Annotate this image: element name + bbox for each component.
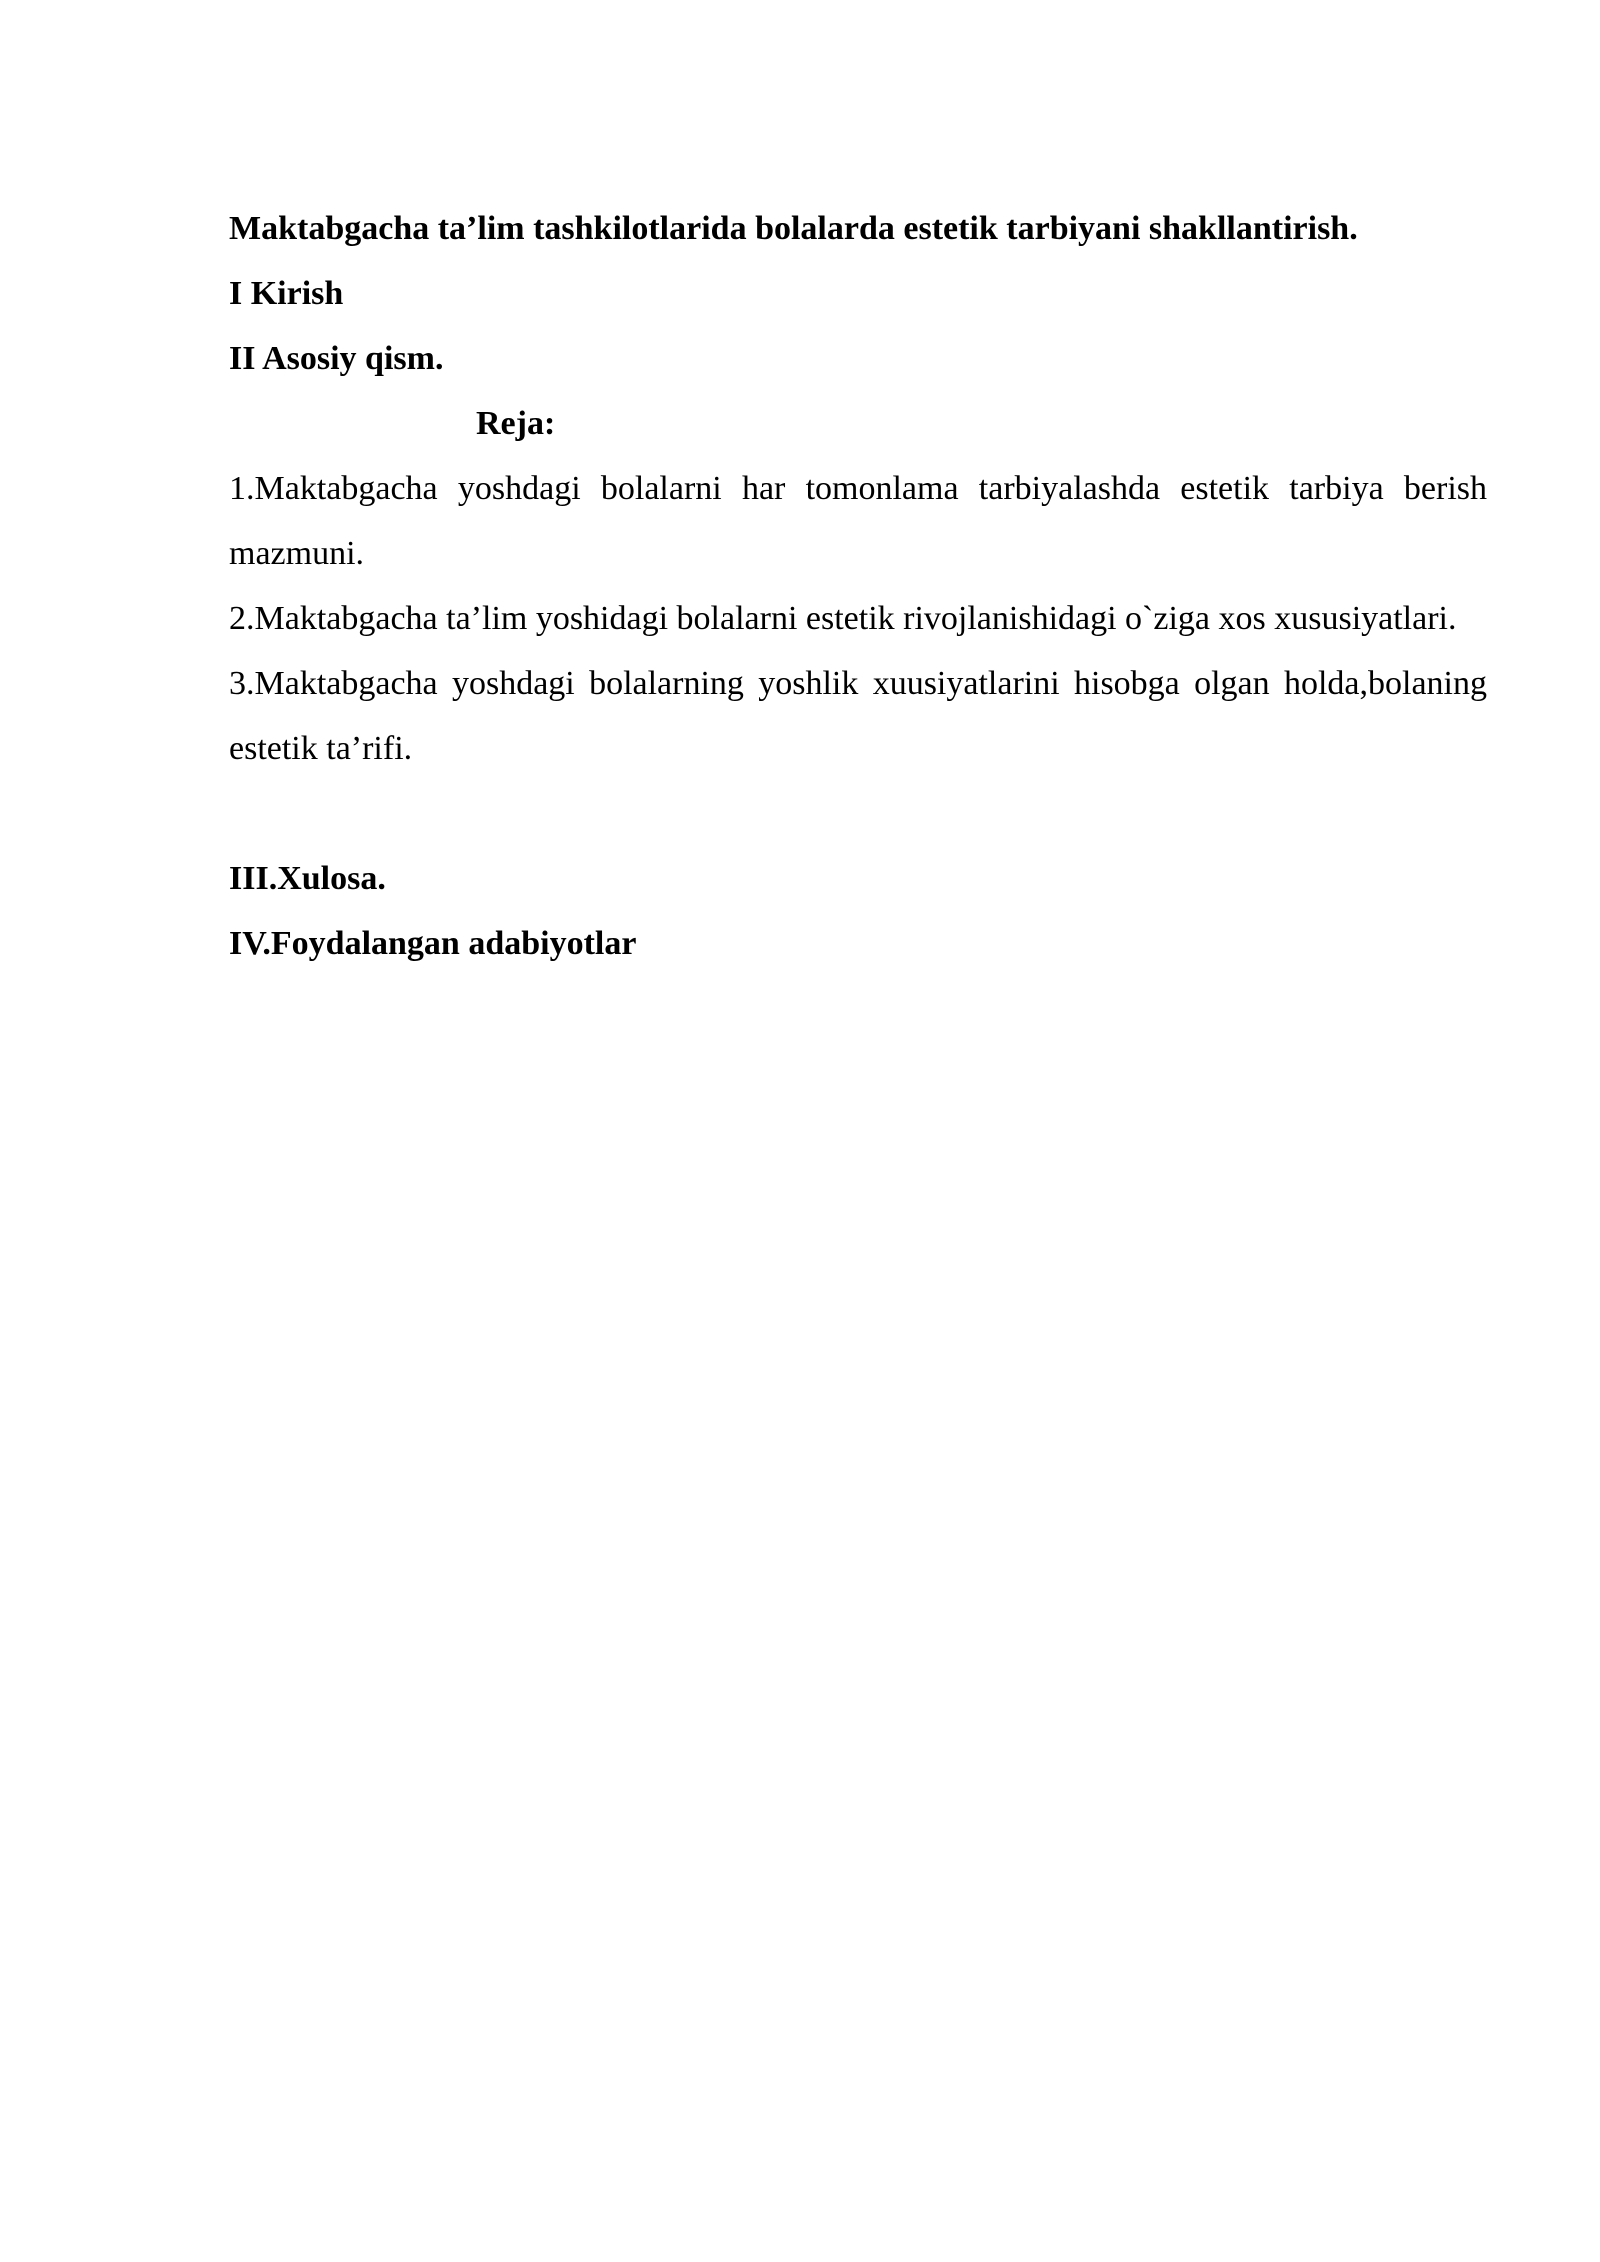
plan-item-1: 1.Maktabgacha yoshdagi bolalarni har tomonlama tarbiyalashda estetik tarbiya berish mazmuni.: [229, 470, 1487, 572]
blank-line: [229, 781, 1487, 846]
plan-item-3: 3.Maktabgacha yoshdagi bolalarning yoshlik xuusiyatlarini hisobga olgan holda,bolaning estetik ta’rifi.: [229, 665, 1487, 767]
plan-item-2: 2.Maktabgacha ta’lim yoshidagi bolalarni estetik rivojlanishidagi o`ziga xos xususiyatlari.: [229, 600, 1457, 637]
section-intro: I Kirish: [229, 275, 344, 312]
document-body: [229, 196, 1487, 976]
section-conclusion: III.Xulosa.: [229, 860, 386, 897]
section-references: IV.Foydalangan adabiyotlar: [229, 925, 637, 962]
section-main: II Asosiy qism.: [229, 340, 444, 377]
document-title: Maktabgacha ta’lim tashkilotlarida bolalarda estetik tarbiyani shakllantirish.: [229, 210, 1358, 247]
plan-heading: Reja:: [476, 405, 556, 442]
